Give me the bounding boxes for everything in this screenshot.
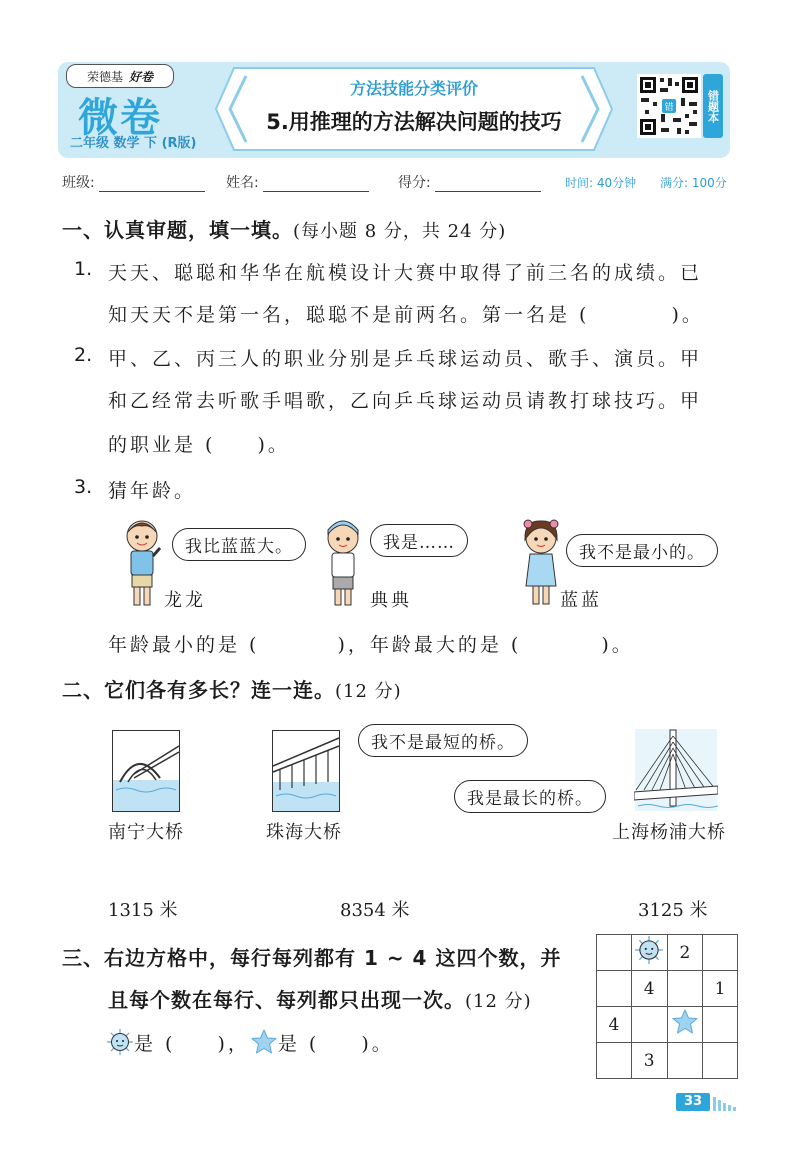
section-2-note: (12 分) [335,681,402,702]
grid-cell: 4 [597,1007,632,1043]
mistake-book-badge[interactable] [703,74,723,138]
page-number: 33 [676,1093,710,1111]
q1-number: 1. [74,258,93,280]
length-option-1[interactable]: 1315 米 [108,900,178,921]
grid-cell: 2 [667,935,703,971]
section-3-heading-line-2 [108,984,532,1013]
kid-diandian-illustration [322,516,364,610]
bridge-2-speech: 我不是最短的桥。 [358,724,528,757]
length-option-2[interactable]: 8354 米 [340,900,410,921]
nanning-bridge-picture [112,730,180,812]
q3-answer-a: 年龄最小的是 ( [108,634,260,656]
grid-cell[interactable] [597,935,632,971]
grid-cell[interactable] [631,1007,667,1043]
name-field [226,172,369,192]
class-blank[interactable] [99,177,205,192]
q1-line-1: 天天、聪聪和华华在航模设计大赛中取得了前三名的成绩。已 [108,262,703,284]
subtitle: 方法技能分类评价 [349,79,478,98]
bridge-2-name: 珠海大桥 [266,822,342,843]
q2-line-3 [108,430,290,457]
section-2-title: 二、它们各有多长？连一连。 [62,678,335,702]
kid-3-speech: 我不是最小的。 [566,534,718,567]
grid-cell-star [667,1007,703,1043]
score-blank[interactable] [435,177,541,192]
star-icon [671,1008,699,1036]
q3-answer-line [108,630,634,657]
q2-line-3-text: 的职业是 ( [108,434,216,456]
full-score: 满分: 100分 [660,176,727,190]
time-limit: 时间: 40分钟 [565,176,637,190]
kid-1-speech: 我比蓝蓝大。 [172,528,306,561]
name-blank[interactable] [263,177,369,192]
section-3-note: (12 分) [465,991,532,1012]
q2-line-2: 和乙经常去听歌手唱歌，乙向乒乓球运动员请教打球技巧。甲 [108,390,703,412]
logo-mark: 好卷 [129,69,154,84]
section-2-heading [62,674,402,703]
series-title: 微卷 [78,95,162,141]
grid-cell[interactable] [703,1043,738,1079]
star-icon [250,1028,278,1056]
q3-answer-c: )。 [601,634,634,656]
section-1-title: 一、认真审题，填一填。 [62,218,293,242]
page-number-bars [712,1095,738,1111]
sun-icon [634,935,664,965]
section-3-heading-line-1: 三、右边方格中，每行每列都有 1 ~ 4 这四个数，并 [62,946,562,970]
grid-cell: 3 [631,1043,667,1079]
grid-cell: 4 [631,971,667,1007]
bridge-1-name: 南宁大桥 [108,822,184,843]
score-label: 得分: [398,175,431,191]
publisher-logo [66,64,174,88]
sudoku-grid [596,934,738,1079]
length-option-3[interactable]: 3125 米 [638,900,708,921]
section-3-heading-text: 且每个数在每行、每列都只出现一次。 [108,988,465,1012]
grid-cell[interactable] [667,971,703,1007]
kid-3-name: 蓝蓝 [560,590,602,611]
section-1-note: (每小题 8 分，共 24 分) [293,221,507,242]
q1-line-2 [108,300,704,327]
yangpu-bridge-picture [634,728,718,812]
kid-1-name: 龙龙 [164,590,206,611]
star-answer-end: )。 [361,1032,394,1055]
kid-2-name: 典典 [370,590,412,611]
sun-answer-label: 是 ( [134,1032,176,1055]
q2-line-3-end: )。 [257,434,290,456]
name-label: 姓名: [226,175,259,191]
grid-cell[interactable] [703,935,738,971]
zhuhai-bridge-picture [272,730,340,812]
qr-center-mark: 错 [664,103,674,113]
score-field [398,172,541,192]
class-field [62,172,205,192]
q2-number: 2. [74,344,93,366]
grid-cell[interactable] [667,1043,703,1079]
star-answer-label: 是 ( [277,1032,320,1055]
grid-cell[interactable] [597,971,632,1007]
grade-label: 二年级 数学 下 (R版) [70,136,197,151]
page-title: 5.用推理的方法解决问题的技巧 [266,110,562,134]
bridge-3-name: 上海杨浦大桥 [612,822,726,843]
section-1-heading [62,214,506,243]
mistake-book-label: 错题本 [706,89,720,123]
kid-2-speech: 我是…… [370,524,468,557]
q3-number: 3. [74,476,93,498]
grid-cell: 1 [703,971,738,1007]
class-label: 班级: [62,175,95,191]
q1-line-2-text: 知天天不是第一名，聪聪不是前两名。第一名是 ( [108,304,590,326]
grid-cell-sun [631,935,667,971]
kid-longlong-illustration [122,516,162,610]
qr-code[interactable] [637,74,701,138]
q3-answer-b: )，年龄最大的是 ( [337,634,522,656]
q3-title: 猜年龄。 [108,480,197,502]
grid-cell[interactable] [597,1043,632,1079]
bridge-3-speech: 我是最长的桥。 [454,780,606,813]
section-3-answer-line [106,1028,394,1056]
grid-cell[interactable] [703,1007,738,1043]
kid-lanlan-illustration [520,518,562,610]
logo-brand: 荣德基 [86,69,123,84]
sun-icon [106,1028,134,1056]
sun-answer-end: )， [217,1032,250,1055]
q1-line-2-end: )。 [671,304,704,326]
q2-line-1: 甲、乙、丙三人的职业分别是乒乓球运动员、歌手、演员。甲 [108,348,703,370]
